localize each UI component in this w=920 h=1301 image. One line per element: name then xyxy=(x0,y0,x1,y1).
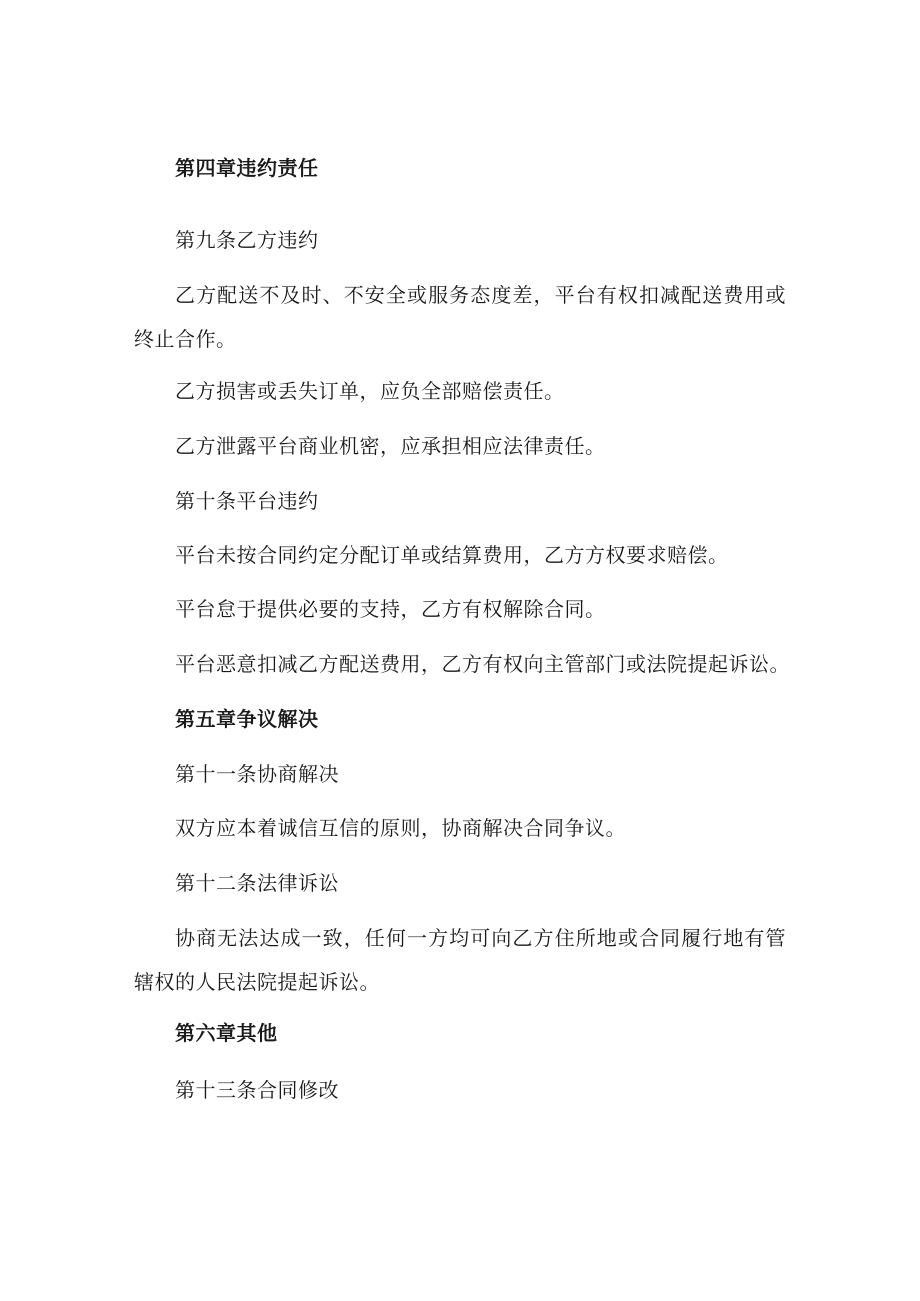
paragraph: 双方应本着诚信互信的原则，协商解决合同争议。 xyxy=(175,816,626,840)
chapter-heading: 第五章争议解决 xyxy=(175,707,319,731)
paragraph: 乙方损害或丢失订单，应负全部赔偿责任。 xyxy=(175,379,565,403)
article-heading: 第十一条协商解决 xyxy=(175,762,339,786)
paragraph: 协商无法达成一致，任何一方均可向乙方住所地或合同履行地有管辖权的人民法院提起诉讼。 xyxy=(134,926,786,994)
article-heading: 第九条乙方违约 xyxy=(175,228,319,252)
article-heading: 第十二条法律诉讼 xyxy=(175,871,339,895)
paragraph: 平台未按合同约定分配订单或结算费用，乙方方权要求赔偿。 xyxy=(175,543,729,567)
chapter-heading: 第六章其他 xyxy=(175,1021,278,1045)
paragraph: 乙方泄露平台商业机密，应承担相应法律责任。 xyxy=(175,434,606,458)
paragraph: 平台恶意扣减乙方配送费用，乙方有权向主管部门或法院提起诉讼。 xyxy=(175,652,790,676)
article-heading: 第十条平台违约 xyxy=(175,489,319,513)
article-heading: 第十三条合同修改 xyxy=(175,1078,339,1102)
paragraph: 平台怠于提供必要的支持，乙方有权解除合同。 xyxy=(175,597,606,621)
paragraph: 乙方配送不及时、不安全或服务态度差，平台有权扣减配送费用或终止合作。 xyxy=(134,283,786,351)
chapter-heading: 第四章违约责任 xyxy=(175,156,319,180)
